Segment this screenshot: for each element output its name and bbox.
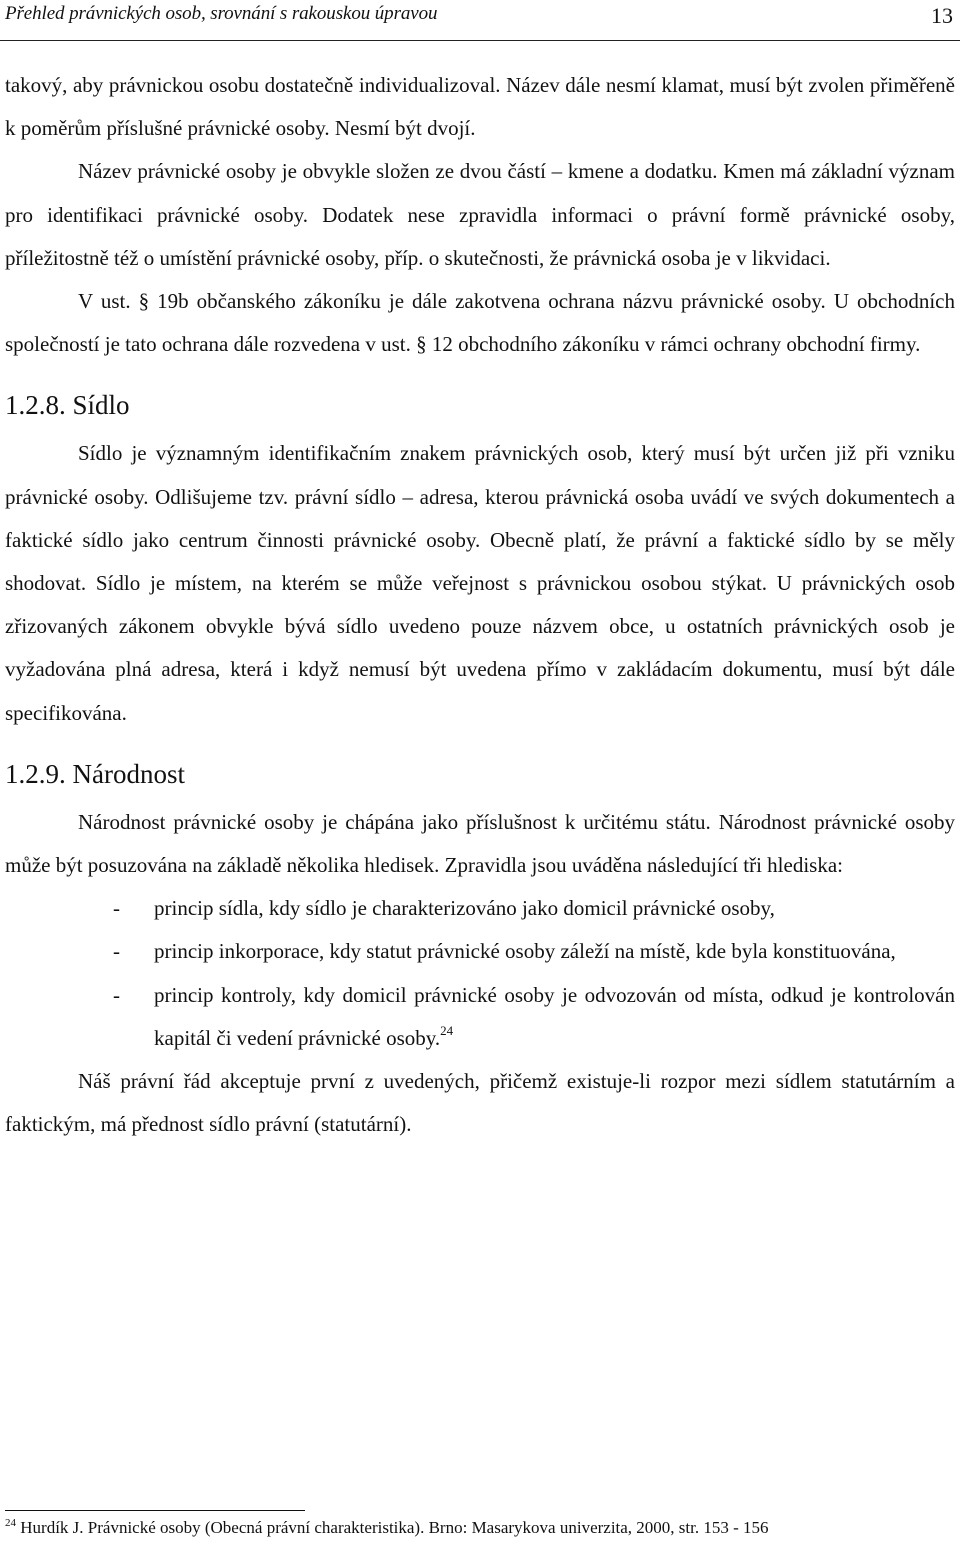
page-body xyxy=(5,64,955,1146)
list-dash: - xyxy=(113,939,120,964)
list-item xyxy=(5,974,955,1060)
paragraph: Název právnické osoby je obvykle složen ze dvou částí – kmene a dodatku. Kmen má základní význam pro identifikaci právnické osoby. Dodatek nese zpravidla informaci o právní formě právnické osoby, příležitostně též o umístění právnické osoby, příp. o skutečnosti, že právnická osoba je v likvidaci. xyxy=(5,159,955,270)
list-item-text: princip kontroly, kdy domicil právnické osoby je odvozován od místa, odkud je kontrolován kapitál či vedení právnické osoby. xyxy=(154,982,955,1050)
paragraph: Náš právní řád akceptuje první z uvedených, přičemž existuje-li rozpor mezi sídlem statutárním a faktickým, má přednost sídlo právní (statutární). xyxy=(5,1069,955,1137)
footnote-divider xyxy=(5,1510,305,1511)
footnote-reference[interactable]: 24 xyxy=(440,1022,454,1038)
list-item-text: princip sídla, kdy sídlo je charakterizováno jako domicil právnické osoby, xyxy=(154,896,775,921)
header-title: Přehled právnických osob, srovnání s rakouskou úpravou xyxy=(5,3,438,24)
list-dash: - xyxy=(113,896,120,921)
footnote-number: 24 xyxy=(5,1517,16,1529)
paragraph: V ust. § 19b občanského zákoníku je dále zakotvena ochrana názvu právnické osoby. U obchodních společností je tato ochrana dále rozvedena v ust. § 12 obchodního zákoníku v rámci ochrany obchodní firmy. xyxy=(5,289,955,357)
section-heading-sidlo: 1.2.8. Sídlo xyxy=(5,390,130,421)
section-heading-narodnost: 1.2.9. Národnost xyxy=(5,758,185,789)
page-number: 13 xyxy=(931,3,953,28)
page-header xyxy=(0,0,960,41)
paragraph: Sídlo je významným identifikačním znakem právnických osob, který musí být určen již při vzniku právnické osoby. Odlišujeme tzv. právní sídlo – adresa, kterou právnická osoba uvádí ve svých dokumentech a faktické sídlo jako centrum činnosti právnické osoby. Obecně platí, že právní a faktické sídlo by se měly shodovat. Sídlo je místem, na kterém se může veřejnost s právnickou osobou stýkat. U právnických osob zřizovaných zákonem obvykle bývá sídlo uvedeno pouze názvem obce, u ostatních právnických osob je vyžadována plná adresa, která i když nemusí být uvedena přímo v zakládacím dokumentu, musí být dále specifikována. xyxy=(5,441,955,725)
criteria-list xyxy=(5,887,955,1060)
paragraph: takový, aby právnickou osobu dostatečně individualizoval. Název dále nesmí klamat, musí být zvolen přiměřeně k poměrům příslušné právnické osoby. Nesmí být dvojí. xyxy=(5,73,955,141)
list-item xyxy=(5,887,955,930)
footnote xyxy=(5,1516,960,1540)
list-dash: - xyxy=(113,982,120,1007)
footnote-text: Hurdík J. Právnické osoby (Obecná právní charakteristika). Brno: Masarykova univerzita, 2000, str. 153 - 156 xyxy=(20,1518,769,1537)
paragraph: Národnost právnické osoby je chápána jako příslušnost k určitému státu. Národnost právnické osoby může být posuzována na základě několika hledisek. Zpravidla jsou uváděna následující tři hlediska: xyxy=(5,809,955,878)
list-item xyxy=(5,930,955,973)
list-item-text: princip inkorporace, kdy statut právnické osoby záleží na místě, kde byla konstituována, xyxy=(154,939,896,964)
